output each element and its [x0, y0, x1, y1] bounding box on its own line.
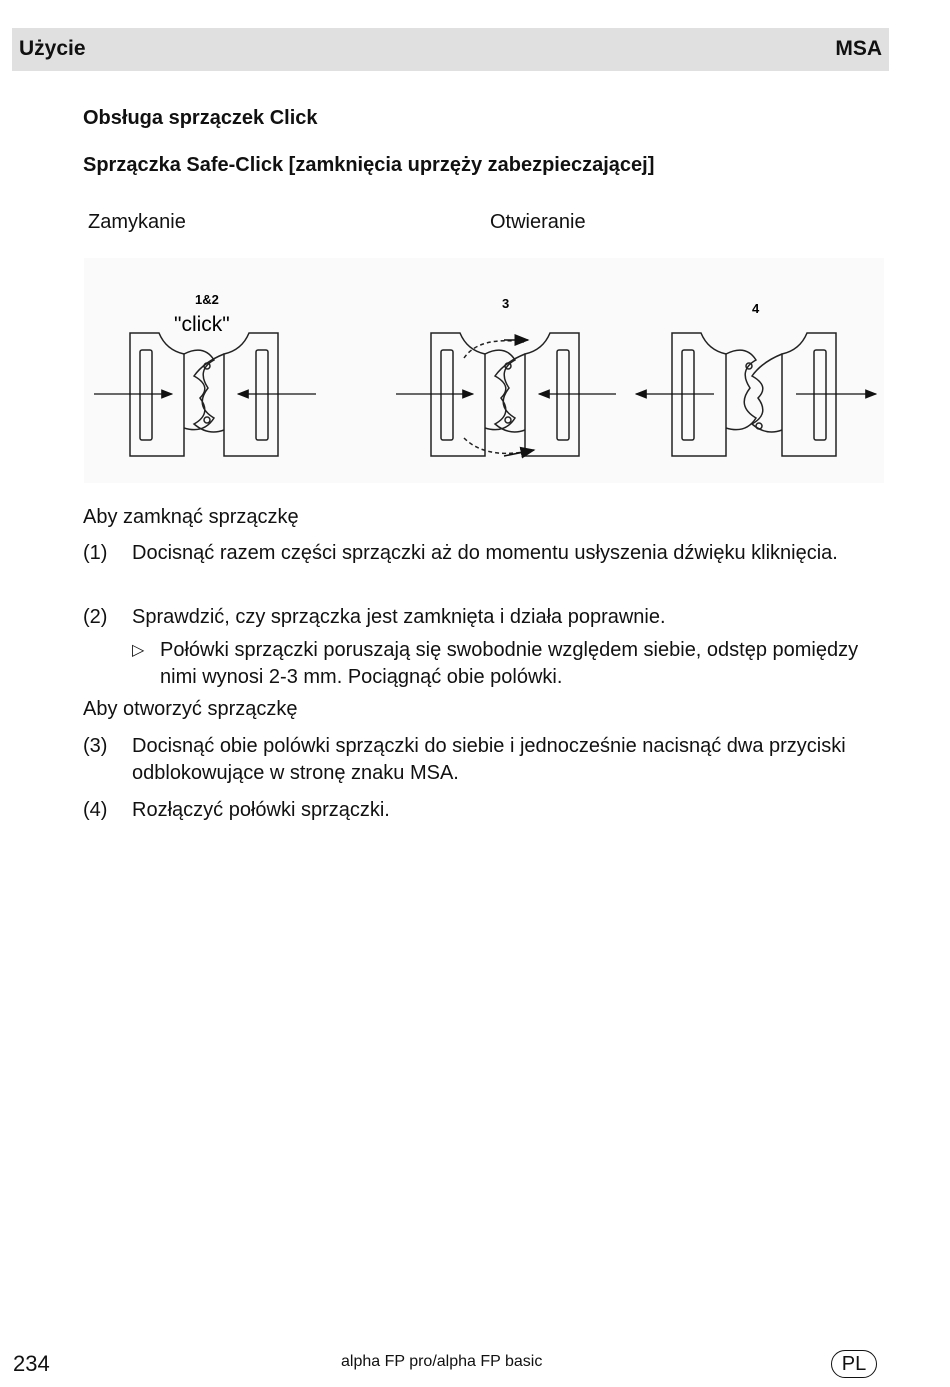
product-model: alpha FP pro/alpha FP basic [341, 1353, 543, 1370]
page-header [12, 28, 889, 71]
step-number: (3) [83, 735, 108, 757]
buckle-figure [84, 258, 884, 483]
result-text: Połówki sprzączki poruszają się swobodnie względem siebie, odstęp pomiędzy nimi wynosi 2-3 mm. Pociągnąć obie polówki. [160, 639, 859, 688]
brand-name: MSA [835, 37, 882, 60]
result-triangle-icon: ▷ [132, 642, 145, 659]
step-number: (1) [83, 542, 108, 564]
closing-heading: Aby zamknąć sprzączkę [83, 506, 299, 528]
step-label-close: 1&2 [195, 292, 219, 307]
opening-heading: Aby otworzyć sprzączkę [83, 698, 298, 720]
label-closing: Zamykanie [88, 211, 186, 233]
label-opening: Otwieranie [490, 211, 586, 233]
section-title: Użycie [19, 37, 86, 60]
step-number: (2) [83, 606, 108, 628]
page-subtitle: Sprzączka Safe-Click [zamknięcia uprzęży zabezpieczającej] [83, 154, 655, 176]
language-badge: PL [831, 1350, 877, 1378]
step-number: (4) [83, 799, 108, 821]
step-text: Docisnąć obie polówki sprzączki do siebie i jednocześnie nacisnąć dwa przyciski odblokowujące w stronę znaku MSA. [132, 735, 846, 784]
step-label-press: 3 [502, 296, 510, 311]
page-title: Obsługa sprzączek Click [83, 107, 318, 129]
step-text: Rozłączyć połówki sprzączki. [132, 799, 390, 821]
step-text: Docisnąć razem części sprzączki aż do momentu usłyszenia dźwięku kliknięcia. [132, 542, 838, 564]
page-number: 234 [13, 1351, 50, 1376]
click-label: "click" [174, 313, 230, 336]
step-label-separate: 4 [752, 301, 760, 316]
step-text: Sprawdzić, czy sprzączka jest zamknięta i działa poprawnie. [132, 606, 666, 628]
